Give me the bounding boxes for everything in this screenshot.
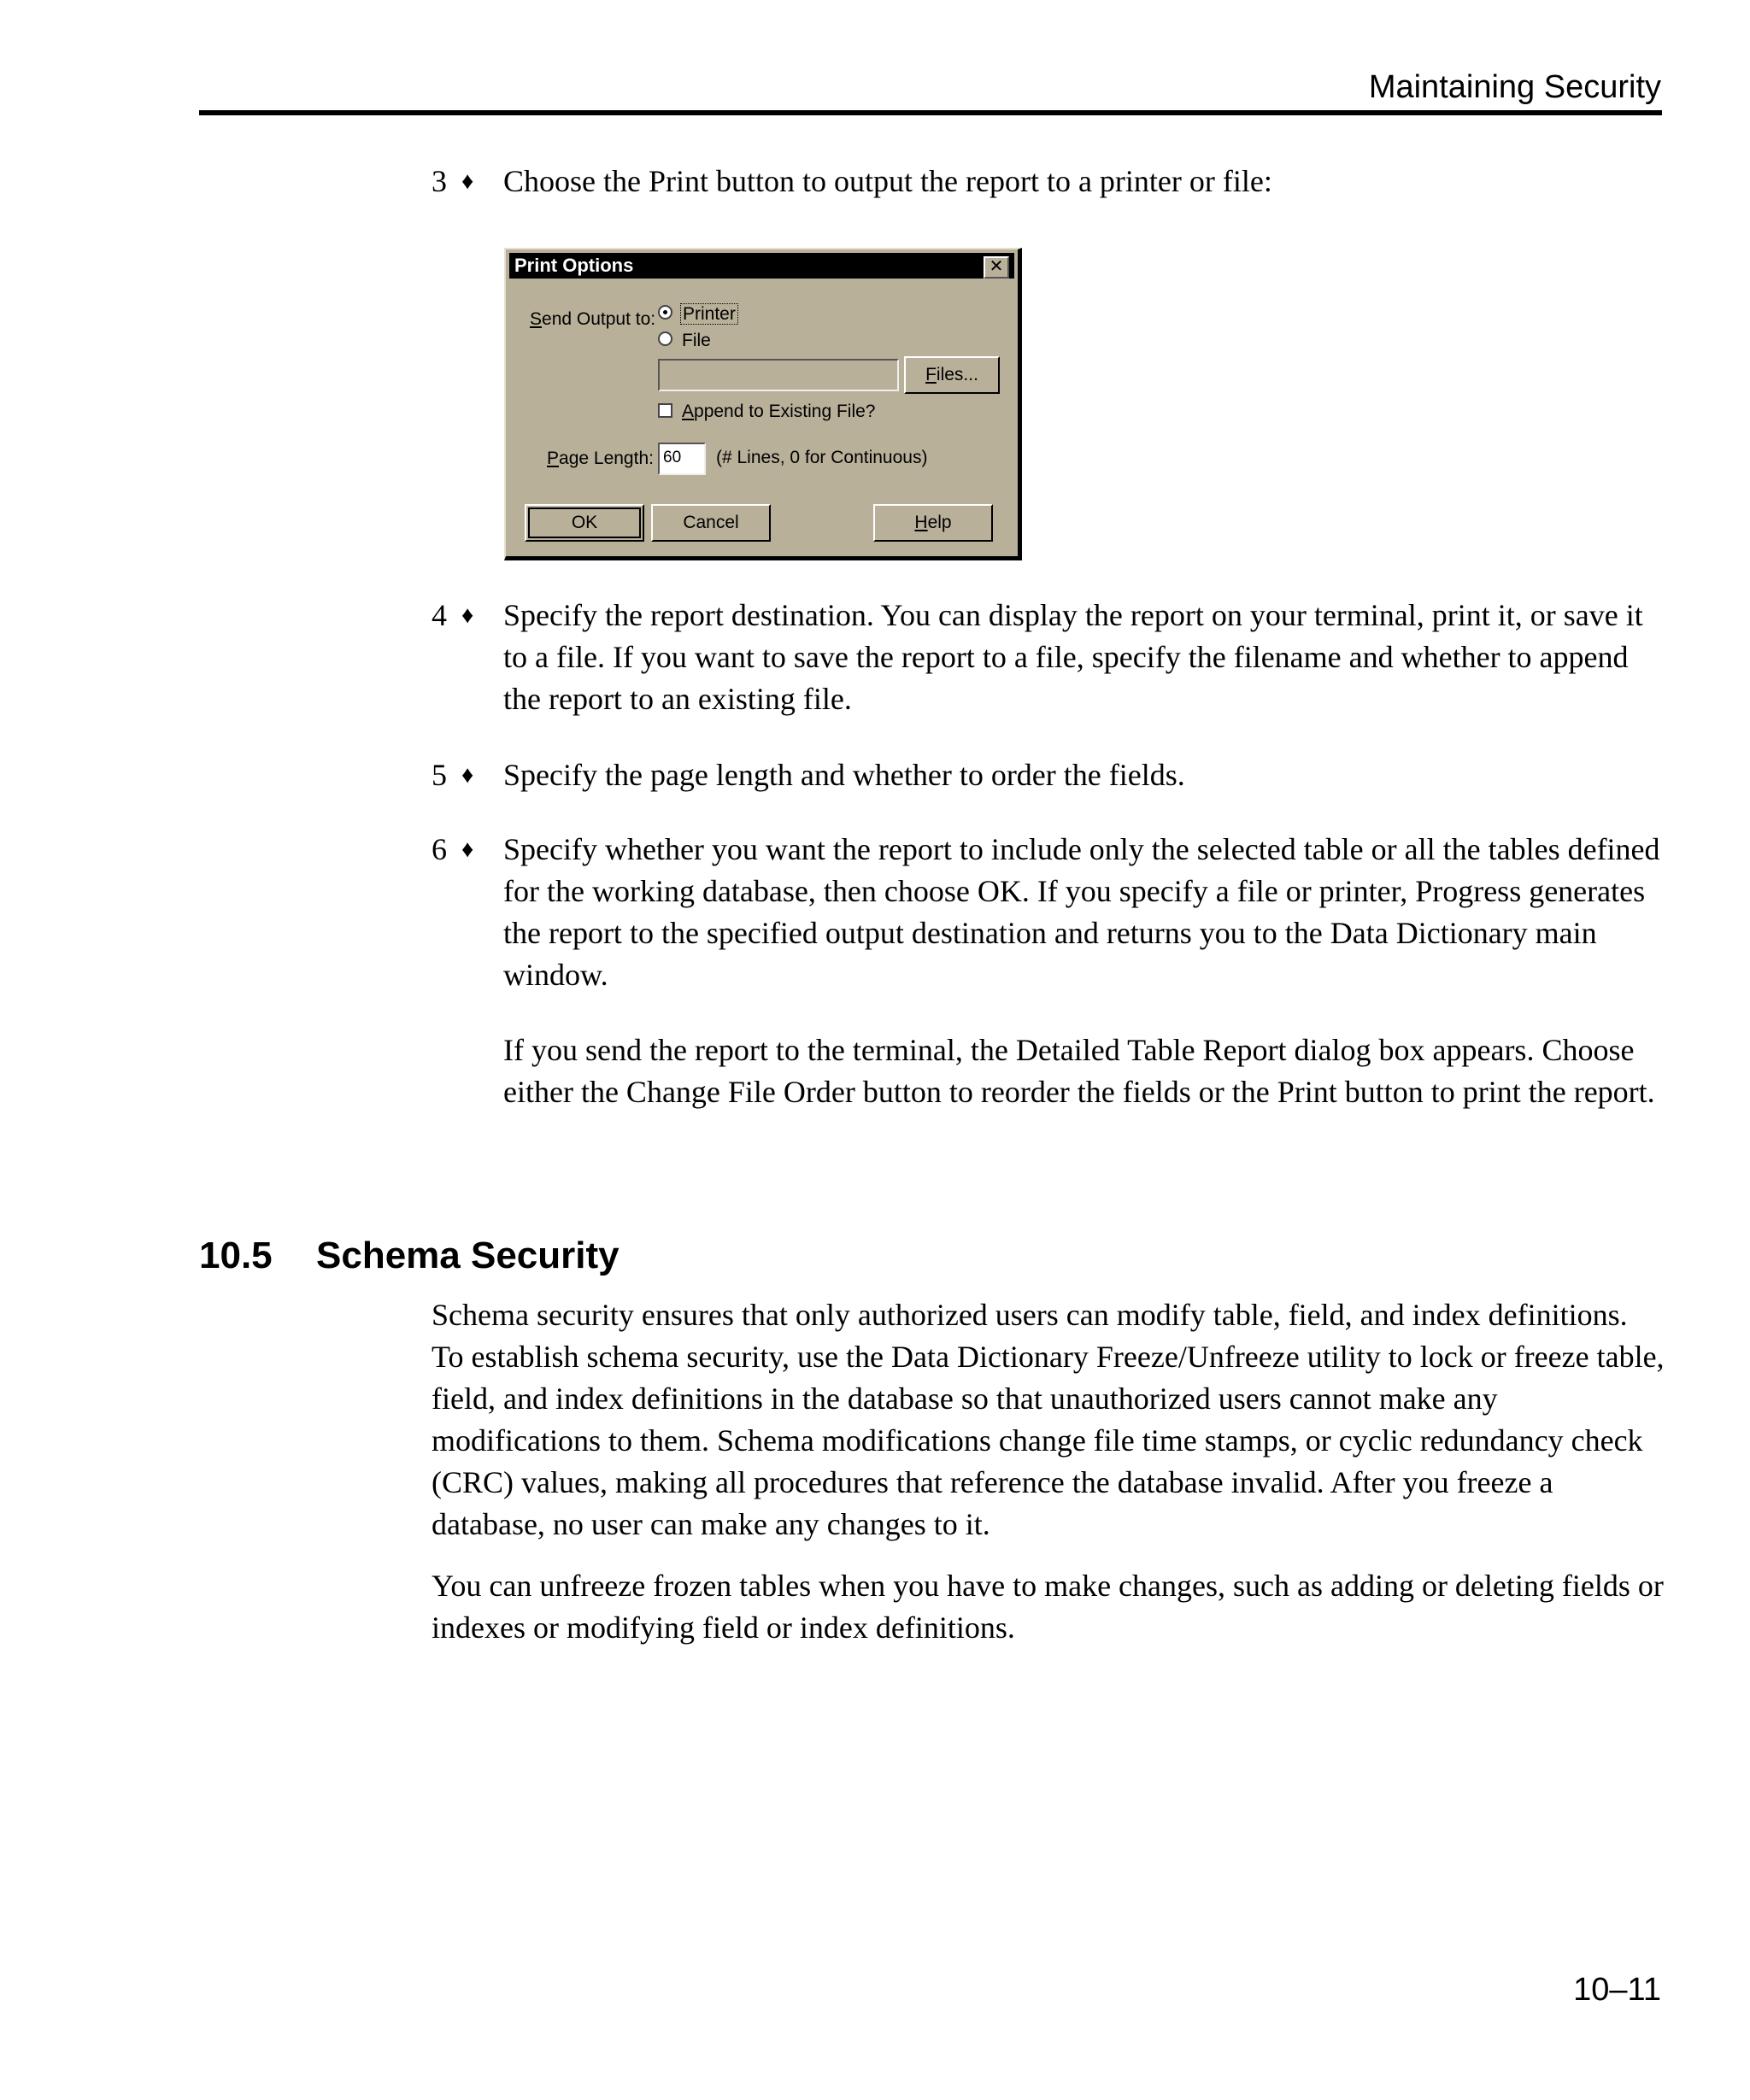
file-radio[interactable] [658,331,672,346]
section-heading [199,1232,620,1280]
step-text: Specify whether you want the report to include only the selected table or all the tables defined for the working database, then choose OK. If you specify a file or printer, Progress generates the report to the specified output destination and returns you to the Data Dictionary main window. [503,832,1660,992]
page-number: 10–11 [1573,1972,1661,2008]
filename-field[interactable] [658,359,899,391]
section-paragraph: Schema security ensures that only authorized users can modify table, field, and index definitions. To establish schema security, use the Data Dictionary Freeze/Unfreeze utility to lock or freeze table, field, and index definitions in the database so that unauthorized users cannot make any modifications to them. Schema modifications change file time stamps, or cyclic redundancy check (CRC) values, making all procedures that reference the database invalid. After you freeze a database, no user can make any changes to it. [432,1298,1665,1541]
page-length-hint: (# Lines, 0 for Continuous) [716,448,928,467]
diamond-bullet-icon: ♦ [461,168,474,195]
append-checkbox-label[interactable]: Append to Existing File? [682,402,876,421]
step-number: 3 [432,164,447,198]
help-button[interactable]: Help [873,504,993,542]
printer-radio-label[interactable]: Printer [680,304,738,325]
section-title: Schema Security [316,1235,620,1276]
cancel-button[interactable]: Cancel [651,504,771,542]
header-rule [199,110,1662,115]
print-options-dialog [504,248,1022,560]
append-checkbox[interactable] [658,403,672,418]
file-radio-label[interactable]: File [682,331,711,350]
running-header: Maintaining Security [1368,69,1661,105]
step-number: 5 [432,758,447,792]
printer-radio[interactable] [658,305,672,320]
section-number: 10.5 [199,1235,273,1276]
dialog-title-bar [509,253,1014,279]
step-number: 4 [432,598,447,632]
step-3 [432,161,1662,202]
diamond-bullet-icon: ♦ [461,602,474,629]
diamond-bullet-icon: ♦ [461,836,474,863]
files-button[interactable]: Files... [904,356,1000,394]
close-icon[interactable]: ✕ [984,256,1009,279]
page-length-label: Page Length: [547,449,654,468]
step-5 [432,754,1662,796]
step-text: Specify the page length and whether to order the fields. [503,758,1185,792]
page-length-input[interactable]: 60 [658,443,706,475]
section-paragraph: You can unfreeze frozen tables when you have to make changes, such as adding or deleting fields or indexes or modifying field or index definitions. [432,1569,1664,1645]
step-number: 6 [432,832,447,866]
step-4 [432,595,1662,720]
step-text: Specify the report destination. You can display the report on your terminal, print it, or save it to a file. If you want to save the report to a file, specify the filename and whether to append the report to an existing file. [503,598,1643,716]
step-text: Choose the Print button to output the report to a printer or file: [503,164,1272,198]
step-6-followup: If you send the report to the terminal, the Detailed Table Report dialog box appears. Choose either the Change File Order button to reorder the fields or the Print button to print the report. [503,1033,1655,1109]
diamond-bullet-icon: ♦ [461,762,474,789]
step-6 [432,829,1662,996]
ok-button[interactable]: OK [525,504,644,542]
send-output-label: Send Output to: [530,309,656,329]
dialog-title: Print Options [514,255,634,276]
